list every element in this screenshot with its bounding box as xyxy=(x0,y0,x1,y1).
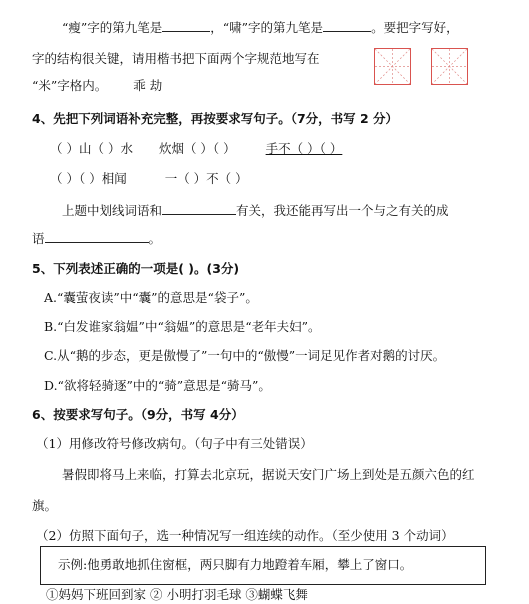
q4-related-text: 上题中划线词语和 xyxy=(62,203,163,218)
answer-blank-2[interactable] xyxy=(323,18,371,32)
answer-blank-related[interactable] xyxy=(162,201,236,215)
option-b[interactable]: B.“白发谁家翁媪”中“翁媪”的意思是“老年夫妇”。 xyxy=(44,319,321,334)
mi-grid-1[interactable] xyxy=(374,48,411,85)
question-5-title: 5、下列表述正确的一项是( )。(3分) xyxy=(32,261,240,276)
idiom-fill-1[interactable]: （ ）山（ ）水 xyxy=(50,141,133,156)
stroke-question-b: ，“啸”字的第九笔是 xyxy=(210,20,324,35)
grid-instruction-end: “米”字格内。 xyxy=(32,78,108,93)
activity-options[interactable]: ①妈妈下班回到家 ② 小明打羽毛球 ③蝴蝶飞舞 xyxy=(46,587,308,602)
idiom-fill-4[interactable]: （ ）（ ）相闻 xyxy=(50,171,127,186)
q4-row-4 xyxy=(32,229,161,248)
q4-row-2 xyxy=(50,170,248,188)
question-line-1 xyxy=(62,18,459,37)
idiom-fill-5[interactable]: 一（ ）不（ ） xyxy=(164,171,248,186)
q6-sub-1: （1）用修改符号修改病句。（句子中有三处错误） xyxy=(36,436,313,451)
question-line-2 xyxy=(32,50,320,68)
question-line-3 xyxy=(32,77,162,95)
stroke-question-c: 。要把字写好， xyxy=(371,20,459,35)
idiom-fill-2[interactable]: 炊烟（ ）（ ） xyxy=(158,141,236,156)
q4-related-text-2: 有关，我还能再写出一个与之有关的成 xyxy=(236,203,449,218)
answer-blank-idiom[interactable] xyxy=(45,229,149,243)
option-d[interactable]: D.“欲将轻骑逐”中的“骑”意思是“骑马”。 xyxy=(44,378,271,393)
q4-row-3 xyxy=(62,201,449,220)
option-a[interactable]: A.“囊萤夜读”中“囊”的意思是“袋子”。 xyxy=(44,290,258,305)
example-sentence: 示例:他勇敢地抓住窗框，两只脚有力地蹬着车厢，攀上了窗口。 xyxy=(58,557,413,572)
q4-period: 。 xyxy=(148,231,162,246)
question-4-title: 4、先把下列词语补充完整，再按要求写句子。（7分，书写 2 分） xyxy=(32,111,399,126)
idiom-fill-3-underlined[interactable]: 手不（ ）（ ） xyxy=(265,141,343,156)
q6-sub-2: （2）仿照下面句子，选一种情况写一组连续的动作。（至少使用 3 个动词） xyxy=(36,528,454,543)
stroke-question-a: “瘦”字的第九笔是 xyxy=(62,20,163,35)
question-6-title: 6、按要求写句子。（9分，书写 4分） xyxy=(32,407,244,422)
writing-instruction: 字的结构很关键，请用楷书把下面两个字规范地写在 xyxy=(32,51,320,66)
q4-row-1 xyxy=(50,140,342,158)
answer-blank-1[interactable] xyxy=(162,18,210,32)
q4-idiom-label: 语 xyxy=(32,231,45,246)
q6-sentence-line-2[interactable]: 旗。 xyxy=(32,498,58,513)
mi-grid-lines-icon xyxy=(375,49,410,84)
q6-sentence-line-1[interactable]: 暑假即将马上来临，打算去北京玩，据说天安门广场上到处是五颜六色的红 xyxy=(62,467,475,482)
mi-grid-lines-icon xyxy=(432,49,467,84)
characters-to-write: 乖 劫 xyxy=(133,78,163,93)
option-c[interactable]: C.从“鹅的步态，更是傲慢了”一句中的“傲慢”一词足见作者对鹅的讨厌。 xyxy=(44,348,446,363)
mi-grid-2[interactable] xyxy=(431,48,468,85)
